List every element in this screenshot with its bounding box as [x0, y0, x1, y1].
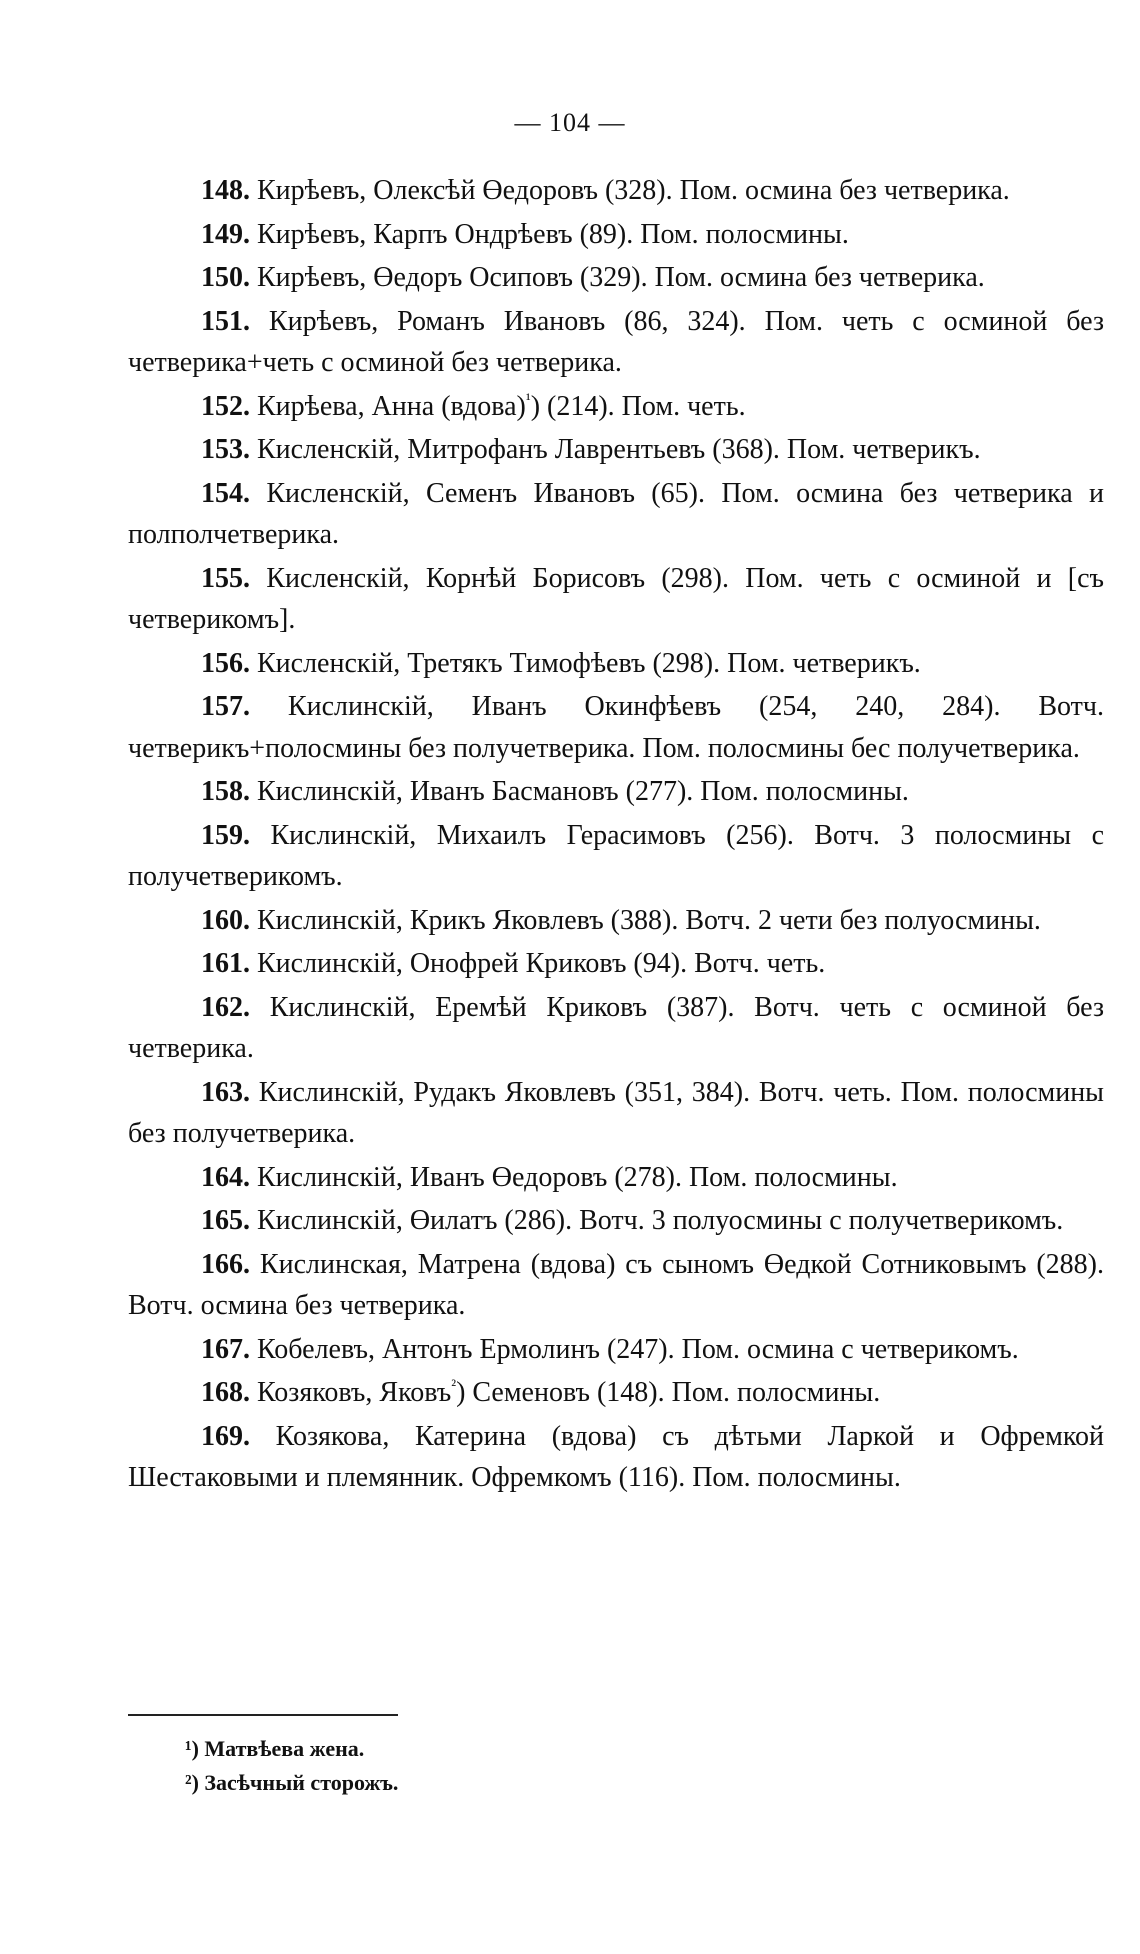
entry-number: 167.: [201, 1333, 250, 1365]
entry-text: Кирѣева, Анна (вдова): [257, 390, 526, 422]
footnote-marker: ¹: [525, 391, 531, 409]
list-item: [128, 1416, 1104, 1499]
footnote-text: Засѣчный сторожъ.: [198, 1770, 399, 1795]
list-item: [128, 558, 1104, 641]
entry-text-continued: Семеновъ (148). Пом. полосмины.: [465, 1377, 881, 1408]
entry-text: Козякова, Катерина (вдова) съ дѣтьми Ларкой и Офремкой Шестаковыми и племянник. Офремкомъ (116). Пом. полосмины.: [128, 1420, 1104, 1493]
entry-number: 154.: [201, 477, 250, 509]
footnotes: [185, 1732, 398, 1800]
entry-text: Кирѣевъ, Карпъ Ондрѣевъ (89). Пом. полосмины.: [257, 218, 849, 250]
entry-list: [128, 170, 1104, 1501]
list-item: [128, 943, 1104, 985]
entry-text: Кислинскій, Еремѣй Криковъ (387). Вотч. четь с осминой без четверика.: [128, 991, 1104, 1064]
list-item: 152. Кирѣева, Анна (вдова)$^{^1}$) (214). Пом. четь.: [201, 390, 746, 422]
entry-number: 159.: [201, 819, 250, 851]
list-item: [128, 170, 1104, 212]
entry-text: Кобелевъ, Антонъ Ермолинъ (247). Пом. осмина с четверикомъ.: [257, 1333, 1019, 1365]
entry-number: 150.: [201, 262, 250, 293]
entry-number: 165.: [201, 1205, 250, 1236]
footnote-mark: ¹): [185, 1736, 199, 1761]
footnote-mark: ²): [185, 1770, 199, 1795]
entry-text: Кислинскій, Онофрей Криковъ (94). Вотч. четь.: [257, 948, 826, 979]
list-item: [128, 987, 1104, 1070]
footnote: [185, 1732, 398, 1766]
list-item: [128, 900, 1104, 942]
entry-number: 164.: [201, 1161, 250, 1193]
entry-number: 153.: [201, 434, 250, 465]
list-item: 168. Козяковъ, Яковъ$^{^2}$) Семеновъ (148). Пом. полосмины.: [201, 1377, 881, 1408]
entry-number: 152.: [201, 390, 250, 422]
entry-number: 157.: [201, 691, 250, 722]
list-item: [128, 214, 1104, 256]
list-item: [128, 1200, 1104, 1242]
entry-text: Кисленскій, Митрофанъ Лаврентьевъ (368). Пом. четверикъ.: [257, 434, 981, 465]
entry-text: Кирѣевъ, Олексѣй Өедоровъ (328). Пом. осмина без четверика.: [257, 175, 1010, 206]
entry-number: 156.: [201, 647, 250, 679]
entry-text: Кисленскій, Семенъ Ивановъ (65). Пом. осмина без четверика и полполчетверика.: [128, 477, 1104, 550]
entry-text: Кислинскій, Иванъ Басмановъ (277). Пом. полосмины.: [257, 776, 909, 807]
entry-text: Кислинскій, Иванъ Окинфѣевъ (254, 240, 284). Вотч. четверикъ+полосмины без получетверика. Пом. полосмины бес получетверика.: [128, 691, 1105, 764]
entry-number: 160.: [201, 904, 250, 936]
entry-number: 169.: [201, 1420, 250, 1452]
entry-text: Кирѣевъ, Романъ Ивановъ (86, 324). Пом. четь с осминой без четверика+четь с осминой без четверика.: [128, 305, 1105, 378]
list-item: [128, 1329, 1104, 1371]
entry-text: Кислинская, Матрена (вдова) съ сыномъ Өедкой Сотниковымъ (288). Вотч. осмина без четверика.: [128, 1248, 1105, 1321]
list-item: [128, 429, 1104, 471]
entry-number: 158.: [201, 776, 250, 807]
entry-number: 168.: [201, 1377, 250, 1408]
list-item: [128, 815, 1104, 898]
entry-text: Кислинскій, Крикъ Яковлевъ (388). Вотч. 2 чети без полуосмины.: [257, 904, 1041, 936]
entry-text: Козяковъ, Яковъ: [257, 1377, 452, 1408]
entry-text-continued: (214). Пом. четь.: [540, 390, 746, 422]
footnote-text: Матвѣева жена.: [198, 1736, 365, 1761]
entry-number: 155.: [201, 562, 250, 594]
footnote-marker: ²: [451, 1377, 457, 1395]
list-item: [128, 1157, 1104, 1199]
entry-number: 161.: [201, 948, 250, 979]
entry-text: Кисленскій, Корнѣй Борисовъ (298). Пом. четь с осминой и [съ четверикомъ].: [128, 562, 1104, 635]
list-item: [128, 257, 1104, 299]
list-item: [128, 1072, 1104, 1155]
entry-text: Кислинскій, Иванъ Өедоровъ (278). Пом. полосмины.: [257, 1161, 898, 1193]
list-item: [128, 643, 1104, 685]
entry-text: Кислинскій, Рудакъ Яковлевъ (351, 384). Вотч. четь. Пом. полосмины без получетверика.: [128, 1076, 1104, 1149]
list-item: [128, 301, 1104, 384]
list-item: [128, 1244, 1104, 1327]
entry-number: 162.: [201, 991, 250, 1023]
entry-text: Кисленскій, Третякъ Тимофѣевъ (298). Пом. четверикъ.: [257, 647, 921, 679]
footnote-divider: [128, 1714, 398, 1716]
entry-number: 151.: [201, 305, 250, 337]
list-item: [128, 473, 1104, 556]
entry-number: 149.: [201, 218, 250, 250]
list-item: [128, 771, 1104, 813]
entry-text: Кирѣевъ, Өедоръ Осиповъ (329). Пом. осмина без четверика.: [257, 262, 985, 293]
footnote: [185, 1766, 398, 1800]
entry-number: 163.: [201, 1076, 250, 1108]
list-item: [128, 686, 1104, 769]
entry-text: Кислинскій, Өилатъ (286). Вотч. 3 полуосмины с получетверикомъ.: [257, 1205, 1064, 1236]
entry-number: 166.: [201, 1248, 250, 1280]
entry-number: 148.: [201, 175, 250, 206]
entry-text: Кислинскій, Михаилъ Герасимовъ (256). Вотч. 3 полосмины с получетверикомъ.: [128, 819, 1105, 892]
page-number: — 104 —: [514, 108, 626, 137]
